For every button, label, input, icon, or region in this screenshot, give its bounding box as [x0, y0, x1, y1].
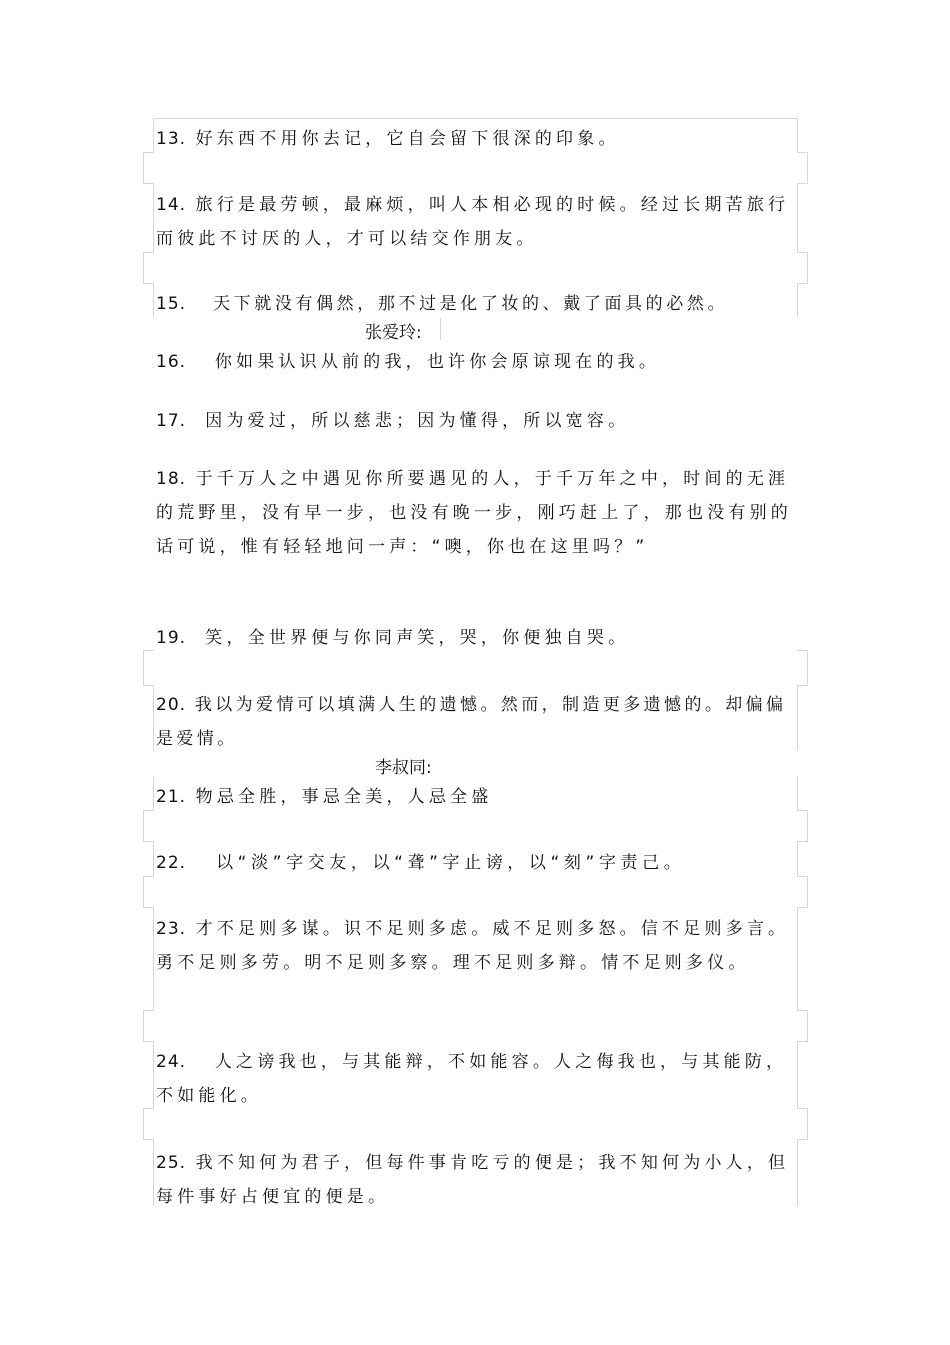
quote-number: 25. — [156, 1153, 187, 1173]
quote-text: 好东西不用你去记，它自会留下很深的印象。 — [195, 129, 620, 149]
quote-number: 22. — [156, 853, 187, 873]
quote-text: 因为爱过，所以慈悲；因为懂得，所以宽容。 — [205, 411, 630, 431]
quote-text: 以“淡”字交友，以“聋”字止谤，以“刻”字责己。 — [216, 853, 686, 873]
frame-tab — [797, 810, 808, 842]
frame-tab — [797, 1010, 808, 1042]
quote-number: 17. — [156, 411, 187, 431]
quote-number: 20. — [156, 695, 187, 715]
quote-14 — [156, 188, 796, 256]
author-heading: 张爱玲: — [365, 323, 422, 343]
frame-tab — [797, 152, 808, 184]
quote-text: 天下就没有偶然，那不过是化了妆的、戴了面具的必然。 — [213, 294, 729, 314]
quote-text: 我不知何为君子，但每件事肯吃亏的便是；我不知何为小人，但每件事好占便宜的便是。 — [156, 1153, 790, 1207]
frame-tab — [143, 1010, 154, 1042]
quote-18 — [156, 462, 796, 564]
frame-tab — [143, 152, 154, 184]
quote-15 — [156, 287, 796, 321]
frame-tab — [143, 810, 154, 842]
quote-number: 13. — [156, 129, 187, 149]
frame-tab — [143, 650, 154, 686]
quote-number: 23. — [156, 919, 187, 939]
frame-tab — [797, 252, 808, 284]
quote-text: 才不足则多谋。识不足则多虑。威不足则多怒。信不足则多言。勇不足则多劳。明不足则多察。理不足则多辩。情不足则多仪。 — [156, 919, 790, 973]
frame-tab — [797, 1108, 808, 1140]
quote-number: 15. — [156, 294, 187, 314]
frame-tab — [797, 650, 808, 686]
frame-tab — [143, 1108, 154, 1140]
quote-24 — [156, 1045, 796, 1113]
author-heading: 李叔同: — [375, 758, 432, 778]
frame-tab — [797, 876, 808, 908]
quote-text: 物忌全胜，事忌全美，人忌全盛 — [195, 787, 493, 807]
quote-number: 21. — [156, 787, 187, 807]
quote-19 — [156, 621, 796, 655]
quote-13 — [156, 122, 796, 156]
quote-text: 笑，全世界便与你同声笑，哭，你便独自哭。 — [205, 628, 630, 648]
quote-text: 我以为爱情可以填满人生的遗憾。然而，制造更多遗憾的。却偏偏是爱情。 — [156, 695, 787, 749]
quote-number: 18. — [156, 469, 187, 489]
divider — [440, 318, 441, 340]
quote-number: 24. — [156, 1052, 187, 1072]
frame-tab — [143, 876, 154, 908]
quote-25 — [156, 1146, 796, 1214]
quote-23 — [156, 912, 796, 980]
quote-text: 于千万人之中遇见你所要遇见的人，于千万年之中，时间的无涯的荒野里，没有早一步，也没有晚一步，刚巧赶上了，那也没有别的话可说，惟有轻轻地问一声：“噢，你也在这里吗？” — [156, 469, 792, 557]
quote-number: 16. — [156, 352, 187, 372]
quote-21 — [156, 780, 796, 814]
quote-text: 人之谤我也，与其能辩，不如能容。人之侮我也，与其能防，不如能化。 — [156, 1052, 788, 1106]
section-frame — [153, 776, 798, 1206]
quote-text: 旅行是最劳顿，最麻烦，叫人本相必现的时候。经过长期苦旅行而彼此不讨厌的人，才可以结交作朋友。 — [156, 195, 790, 249]
frame-tab — [143, 252, 154, 284]
quote-17 — [156, 404, 796, 438]
quote-text: 你如果认识从前的我，也许你会原谅现在的我。 — [214, 352, 661, 372]
quote-number: 19. — [156, 628, 187, 648]
quote-number: 14. — [156, 195, 187, 215]
quote-22 — [156, 846, 796, 880]
quote-20 — [156, 688, 796, 756]
quote-16 — [156, 345, 796, 379]
